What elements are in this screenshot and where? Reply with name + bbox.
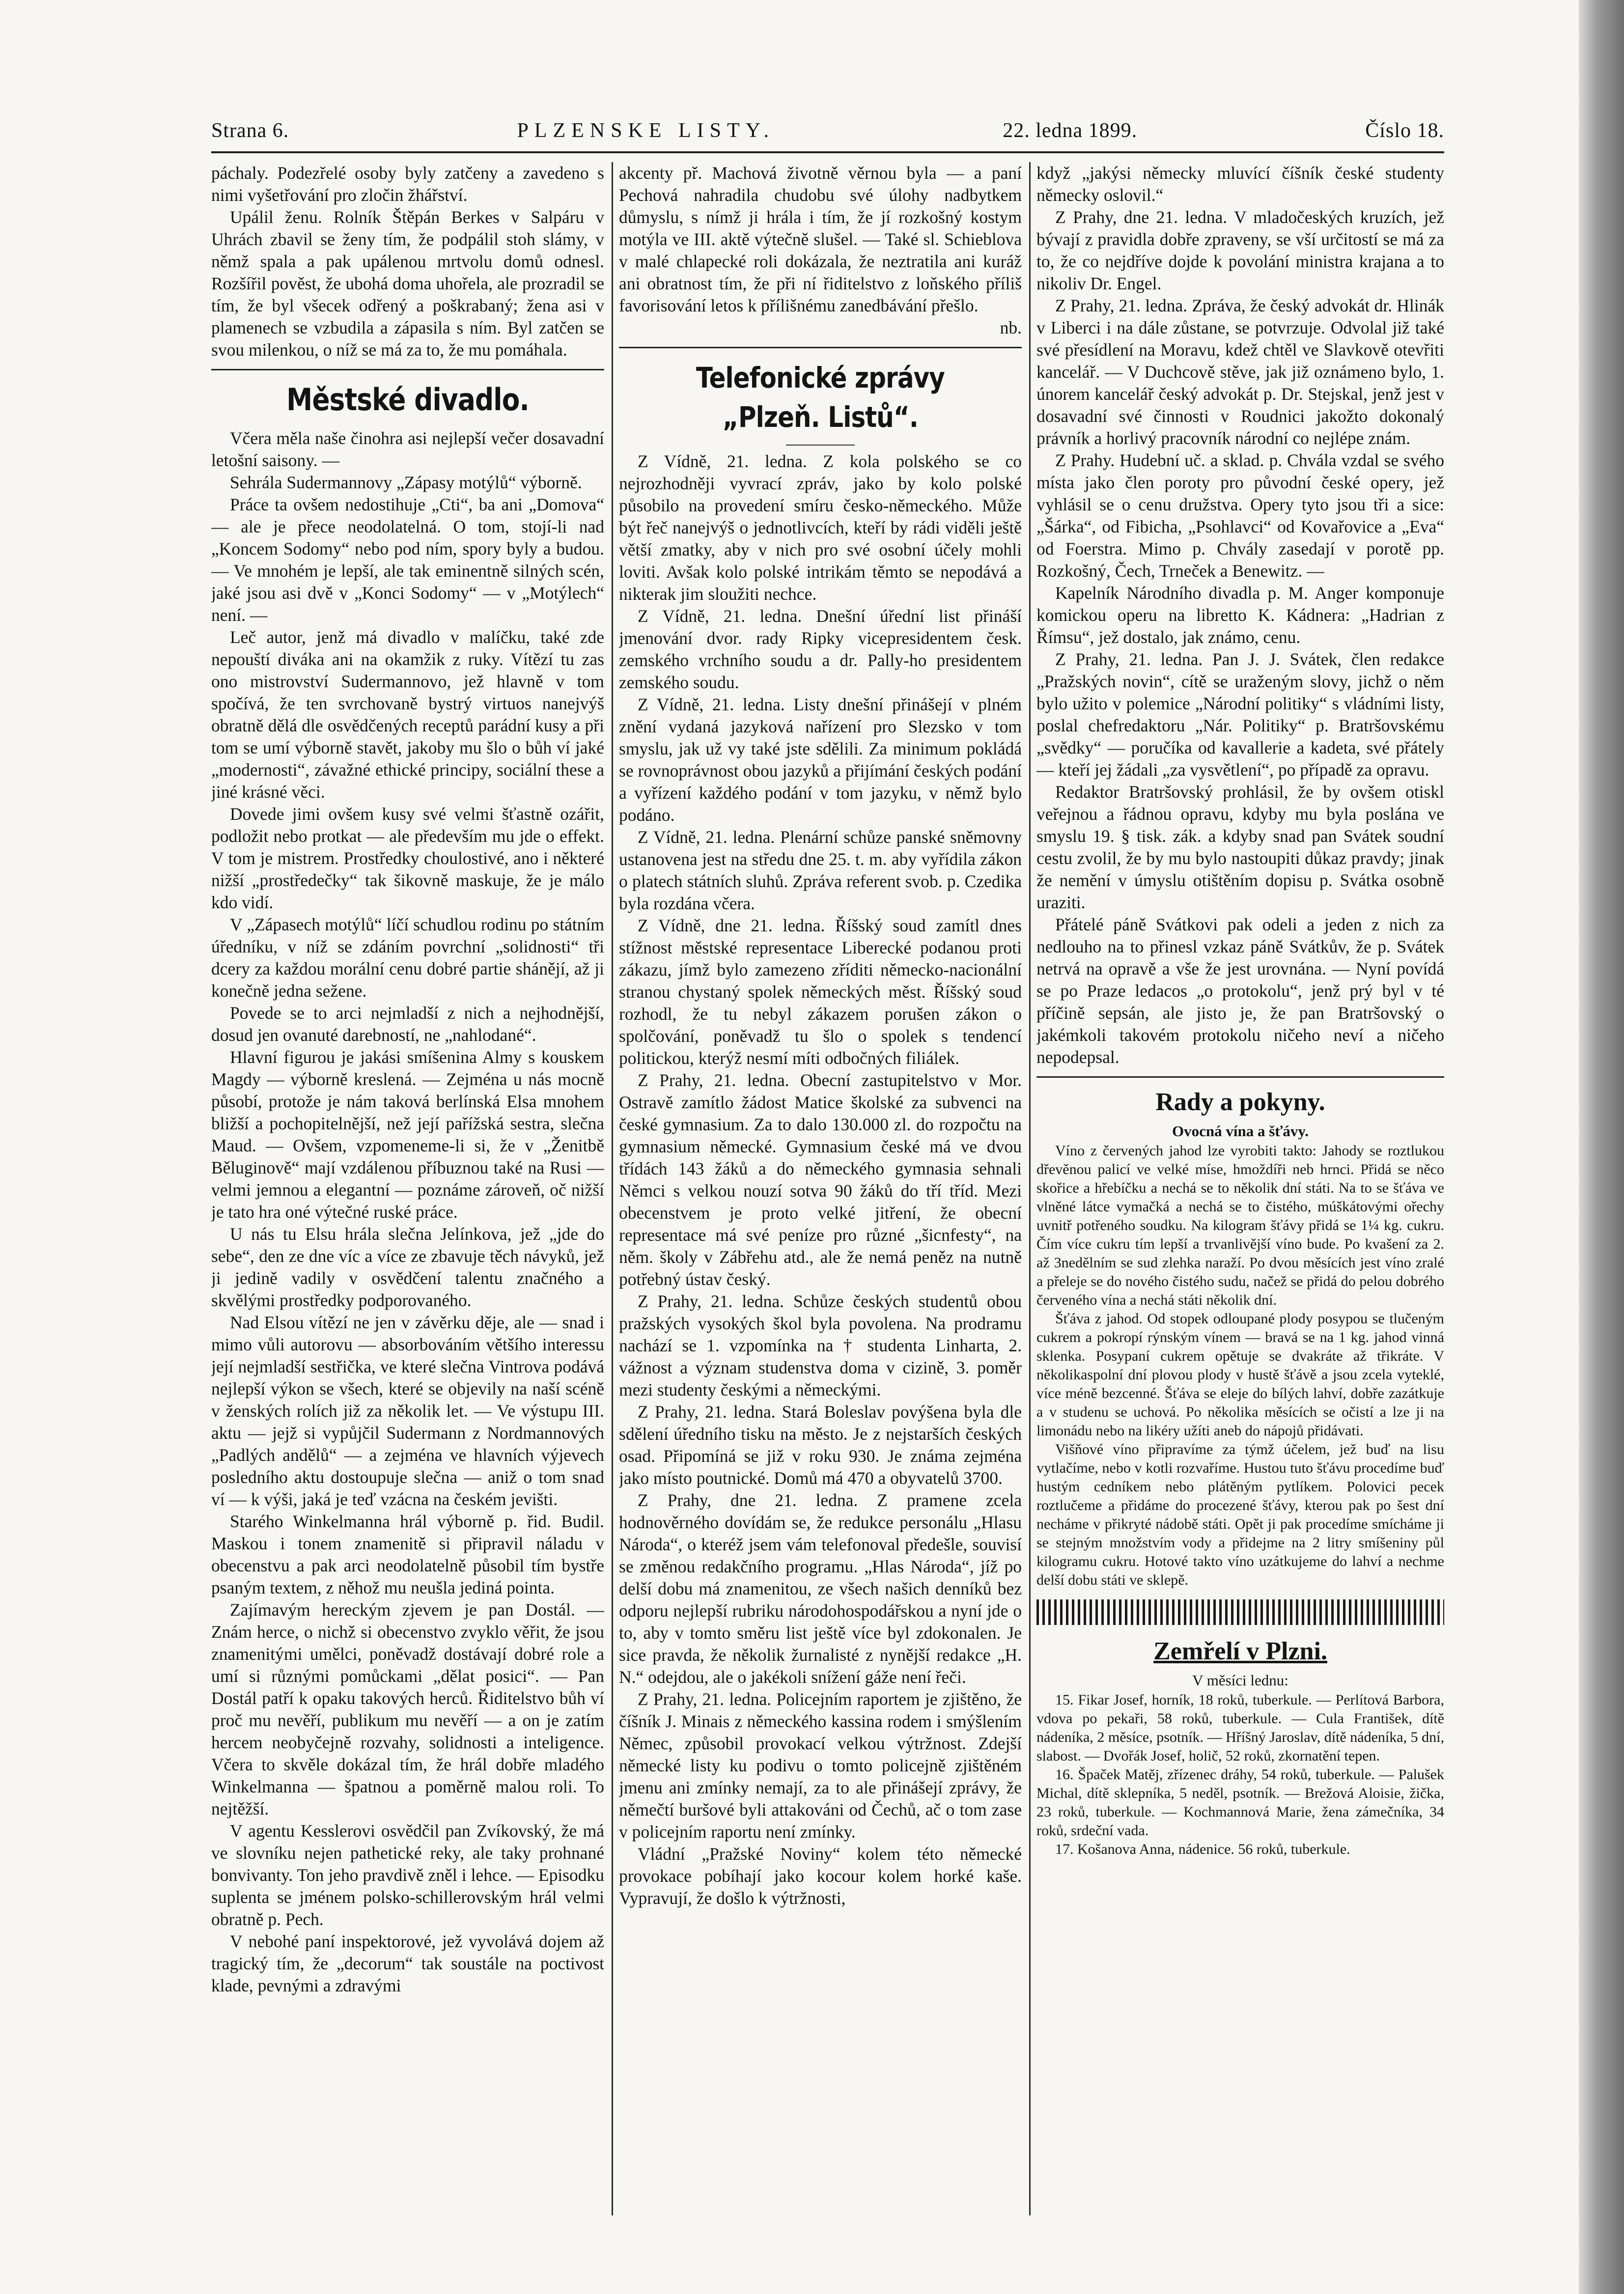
theatre-paragraph: Leč autor, jenž má divadlo v malíčku, také zde nepouští diváka ani na okamžik z ruky. Vítězí tu zas ono mistrovství Sudermannovo, jež hlavně v tom spočívá, že ten svrchovaně bystrý virtuos nanejvýš obratně dělá dle osvědčených receptů parádní kusy a při tom se umí výborně stavět, jakoby mu šlo o bůh ví jaké „modernosti“, závažné ethické principy, sociální these a jiné krásné věci. — [211, 627, 604, 802]
theatre-paragraph: Starého Winkelmanna hrál výborně p. řid. Budil. Maskou i tonem znamenitě si připravil náladu v obecenstvu a pak arci neodolatelně působil tím bystře psaným textem, z něhož mu neušla jediná pointa. — [211, 1511, 604, 1597]
telephone-report: Vládní „Pražské Noviny“ kolem této německé provokace pobíhají jako kocour kolem horké kaše. Vypravují, že došlo k výtržnosti, — [619, 1844, 1022, 1908]
page-header — [211, 113, 1444, 142]
deaths-list-entry: 15. Fikar Josef, horník, 18 roků, tuberkule. — Perlítová Barbora, vdova po pekaři, 58 roků, tuberkule. — Cula František, dítě nádeníka, 2 měsíce, psotník. — Hříšný Jaroslav, dítě nádeníka, 5 dní, slabost. — Dvořák Josef, holič, 52 roků, zkornatění tepen. — [1036, 1692, 1444, 1764]
telephone-report: Z Prahy, 21. ledna. Schůze českých studentů obou pražských vysokých škol byla povolena. Na prodramu nachází se 1. vzpomínka na † studenta Linharta, 2. vážnost a význam studenstva doma v cizině, 3. poměr mezi studenty českými a německými. — [619, 1291, 1022, 1399]
telephone-report: Z Prahy, dne 21. ledna. V mladočeských kruzích, jež bývají z pravidla dobře zpraveny, se vší určitostí se má za to, že co nejdříve dojde k povolání ministra krajana a to nikoliv Dr. Engel. — [1036, 207, 1444, 293]
telephone-report: Z Prahy. Hudební uč. a sklad. p. Chvála vzdal se svého místa jako člen poroty pro původní české opery, jež vyhlásil se o cenu družstva. Opery tyto jsou tři a sice: „Šárka“, od Fibicha, „Psohlavci“ od Kovařovice a „Eva“ od Foerstra. Mimo p. Chvály zasedají v porotě pp. Rozkošný, Čech, Trneček a Benewitz. — — [1036, 450, 1444, 581]
header-rule — [211, 151, 1444, 153]
theatre-paragraph: Včera měla naše činohra asi nejlepší večer dosavadní letošní saisony. — — [211, 428, 604, 470]
telephone-report: Z Prahy, 21. ledna. Pan J. J. Svátek, člen redakce „Pražských novin“, cítě se uraženým slovy, jichž o něm bylo užito v polemice „Národní politiky“ s vládními listy, poslal chefredaktoru „Nár. Politiky“ p. Bratršovskému „svědky“ — poručíka od kavallerie a kadeta, své přátely — kteří jej žádali „za vysvětlení“, po případě za opravu. — [1036, 649, 1444, 780]
heading-block — [1036, 1635, 1444, 1668]
telephone-report: Z Vídně, 21. ledna. Listy dnešní přinášejí v plném znění vydaná jazyková nařízení pro Slezsko v tom smyslu, jak už vy také jste sdělili. Za minimum pokládá se rovnoprávnost obou jazyků a přijímání českých podání a vyřízení každého podání v tom jazyku, v němž bylo podáno. — [619, 695, 1022, 825]
column-2 — [619, 162, 1022, 2215]
telephone-report: Z Prahy, dne 21. ledna. Z pramene zcela hodnověrného dovídám se, že redukce personálu „Hlasu Národa“, o kteréž jsem vám telefonoval předešle, souvisí se změnou redakčního programu. „Hlas Národa“, jíž po delší dobu má znamenitou, ze všech našich denníků bez odporu nejlepší rubriku národohospodářskou a nyní jde o to, aby v tomto směru list ještě více byl zdokonalen. Je sice pravda, že několik žurnalisté z nynější redakce „H. N.“ odejdou, ale o jakékoli snížení gáže není řeči. — [619, 1490, 1022, 1687]
section-rule — [211, 369, 604, 370]
deaths-list-entry: 16. Špaček Matěj, zřízenec dráhy, 54 roků, tuberkule. — Palušek Michal, dítě sklepníka, 5 neděl, psotník. — Brežová Aloisie, žička, 23 roků, tuberkule. — Kochmannová Marie, žena zámečníka, 34 roků, srdeční vada. — [1036, 1766, 1444, 1839]
deaths-subheading: V měsíci lednu: — [1192, 1672, 1288, 1689]
telephone-report: když „jakýsi německy mluvící číšník české studenty německy oslovil.“ — [1036, 163, 1444, 205]
theatre-paragraph: V „Zápasech motýlů“ líčí schudlou rodinu po státním úředníku, v níž se zdáním povrchní „solidnosti“ tři dcery za každou morální cenu dobré partie shánějí, až ji konečně jedna sežene. — [211, 915, 604, 1001]
advice-subheading: Ovocná vína a šťávy. — [1172, 1122, 1309, 1140]
telephone-report: Z Vídně, 21. ledna. Z kola polského se co nejrozhodněji vyvrací zpráv, jako by kolo polské působilo na provedení smíru česko-německého. Může být řeč nanejvýš o jednotlivcích, kteří by rádi viděli ještě větší zmatky, aby v nich pro své osobní účely mohli loviti. Avšak kolo polské intrikám těmto se nepodává a nikterak jim sloužiti nechce. — [619, 451, 1022, 604]
theatre-paragraph: Sehrála Sudermannovy „Zápasy motýlů“ výborně. — [230, 473, 582, 492]
column-3 — [1036, 162, 1444, 2215]
theatre-paragraph: Hlavní figurou je jakási smíšenina Almy s kouskem Magdy — výborně kreslená. — Zejména u nás mocně působí, protože je nám taková berlínská Elsa mnohem bližší a pochopitelnější, než její pařížská sestra, slečna Maud. — Ovšem, vzpomeneme-li si, že v „Ženitbě Běluginově“ mají vzdálenou příbuznou také na Rusi — velmi jemnou a elegantní — poznáme zároveň, oč nižší je tato hra oné výtečné ruské práce. — [211, 1047, 604, 1222]
telephone-report: Z Vídně, dne 21. ledna. Říšský soud zamítl dnes stížnost městské representace Liberecké podanou proti zákazu, jímž bylo zamezeno zříditi německo-nacionální stranou chystaný spolek německých měst. Říšský soud rozhodl, že tu nebyl zákazem porušen zákon o spolčování, poněvadž tu šlo o spolek s tendencí politickou, kterýž nesmí míti odbočných filiálek. — [619, 916, 1022, 1068]
scan-edge — [1579, 0, 1624, 2294]
section-rule — [1036, 1076, 1444, 1078]
column-divider — [612, 162, 613, 2215]
heading-block — [211, 380, 604, 420]
telephone-report: Z Vídně, 21. ledna. Dnešní úřední list přináší jmenování dvor. rady Ripky vicepresidentem česk. zemského vrchního soudu a dr. Pally-ho presidentem zemského soudu. — [619, 606, 1022, 692]
telephone-report: Z Prahy, 21. ledna. Policejním raportem je zjištěno, že číšník J. Minais z německého kassina rodem i smýšlením Němec, způsobil provokací velkou výtržnost. Zdejší německé listy ku podivu o tomto policejně zjištěném jmenu ani zmínky nemají, za to ale přinášejí zprávy, že němečtí buršové byli attakováni od Čechů, ač o tom zase v policejním raportu není zmínky. — [619, 1689, 1022, 1842]
article-continuation: páchaly. Podezřelé osoby byly zatčeny a zavedeno s nimi vyšetřování pro zločin žhářství. — [211, 163, 604, 205]
section-rule — [619, 347, 1022, 348]
telephone-report: Kapelník Národního divadla p. M. Anger komponuje komickou operu na libretto K. Kádnera: „Hadrian z Římsu“, jež dostalo, jak známo, cenu. — [1036, 583, 1444, 647]
theatre-paragraph: V nebohé paní inspektorové, jež vyvolává dojem až tragický tím, že „decorum“ tak soustále na poctivost klade, pevnými a zdravými — [211, 1931, 604, 1995]
telephone-report: Z Prahy, 21. ledna. Obecní zastupitelstvo v Mor. Ostravě zamítlo žádost Matice školské za subvenci na české gymnasium. Za to dalo 130.000 zl. do rozpočtu na gymnasium německé. Gymnasium české má ve dvou třídách 143 žáků a do německého gymnasia sehnali Němci s velkou nouzí sotva 90 žáků do tří tříd. Mezi obecenstvem je proto velké jitření, že obecní representace má své peníze pro různé „šicnfesty“, na něm. školy v Zábřehu atd., ale že nemá peněz na nutně potřebný ústav český. — [619, 1070, 1022, 1289]
advice-paragraph: Víno z červených jahod lze vyrobiti takto: Jahody se roztlukou dřevěnou palicí ve velké míse, hmoždíři neb hrnci. Přidá se něco skořice a hřebíčku a nechá se to několik dní státi. Na to se šťáva ve vlněné látce vymačká a nechá se to čistého, múškátovými ořechy uvnitř potřeného soudku. Na kilogram šťávy přidá se 1¼ kg. cukru. Čím více cukru tím lepší a trvanlivější víno bude. Po kvašení za 2. až 3nedělním se sud zlehka naraží. Po dvou měsících jest víno zralé a přeleje se do nového čistého sudu, načež se přidá do pelou dobrého červeného vína a nechá státi několik dní. — [1036, 1143, 1444, 1308]
theatre-paragraph: Nad Elsou vítězí ne jen v závěrku děje, ale — snad i mimo vůli autorovu — absorbováním většího interessu její nejmladší sestřička, ve které slečna Vintrova podává nejlepší výkon se všech, které se objevily na naší scéně v ženských rolích již za několik let. — Ve výstupu III. aktu — jejž si vypůjčil Sudermann z Nordmannových „Padlých andělů“ — a zejména ve hlavních výjevech posledního aktu dostoupuje slečna — aniž o tom snad ví — k výši, jaká je teď vzácna na českém jevišti. — [211, 1313, 604, 1509]
article-signature: nb. — [1000, 318, 1022, 337]
column-1 — [211, 162, 604, 2215]
theatre-paragraph: Dovede jimi ovšem kusy své velmi šťastně ozářit, podložit nebo protkat — ale především mu jde o effekt. V tom je mistrem. Prostředky choulostivé, ano i některé nižší „prostředečky“ tak šikovně maskuje, že je málo kdo vidí. — [211, 804, 604, 912]
section-heading-theatre: Městské divadlo. — [286, 382, 529, 418]
heading-block — [1036, 1086, 1444, 1119]
issue-date: 22. ledna 1899. — [1003, 119, 1138, 142]
short-rule — [786, 445, 855, 446]
telephone-report: Z Vídně, 21. ledna. Plenární schůze panské sněmovny ustanovena jest na středu dne 25. t. m. aby vyřídila zákon o platech státních sluhů. Zpráva referent svob. p. Czedika byla rozdána včera. — [619, 827, 1022, 913]
newspaper-title: PLZENSKE LISTY. — [517, 119, 775, 142]
decorative-divider — [1036, 1599, 1444, 1625]
issue-number: Číslo 18. — [1365, 119, 1444, 142]
theatre-paragraph: Práce ta ovšem nedostihuje „Cti“, ba ani „Domova“ — ale je přece neodolatelná. O tom, stojí-li nad „Koncem Sodomy“ nebo pod ním, spory byly a budou. — Ve mnohém je lepší, ale tak eminentně silných scén, jaké jsou asi dvě v „Konci Sodomy“ — v „Motýlech“ není. — — [211, 495, 604, 625]
article-continuation: akcenty př. Machová životně věrnou byla — a paní Pechová nahradila chudobu své úlohy nadbytkem důmyslu, s nímž ji hrála i tím, že jí rozkošný kostym motýla ve III. aktě výtečně slušel. — Také sl. Schieblova v malé chlapecké roli dokázala, že neztratila ani kuráž ani obratnost tím, že při ní řiditelstvo z loňského příliš favorisování letos k přílišnému zanedbávání přešlo. — [619, 163, 1022, 315]
theatre-paragraph: U nás tu Elsu hrála slečna Jelínkova, jež „jde do sebe“, den ze dne víc a více ze zbavuje těch návyků, jež ji jedině vadily v osvědčení talentu značného a skvělými prostředky podporovaného. — [211, 1224, 604, 1310]
theatre-paragraph: V agentu Kesslerovi osvědčil pan Zvíkovský, že má ve slovníku nejen pathetické reky, ale taky prohnané bonvivanty. Ton jeho pravdivě zněl i lehce. — Episodku suplenta se jménem polsko-schillerovským hrál velmi obratně p. Pech. — [211, 1821, 604, 1929]
advice-paragraph: Šťáva z jahod. Od stopek odloupané plody posypou se tlučeným cukrem a pokropí rýnským vínem — bravá se na 1 kg. jahod vinná sklenka. Posypaní cukrem opětuje se dvakráte až třikráte. V několikaspolní dní plovou plody v hustě šťávě a jsou zcela vyteklé, více méně bezcenné. Šťáva se eleje do bílých lahví, dobře zazátkuje a v studenu se uchová. Po několika měsících se očistí a lze ji na limonádu nebo na likéry užíti aneb do nápojů přidávati. — [1036, 1311, 1444, 1439]
deaths-list-entry: 17. Košanova Anna, nádenice. 56 roků, tuberkule. — [1055, 1841, 1350, 1857]
telephone-report: Z Prahy, 21. ledna. Stará Boleslav povýšena byla dle sdělení úředního tisku na město. Je z nejstarších českých osad. Připomíná se již v roku 930. Je známa zejména jako místo poutnické. Domů má 470 a obyvatelů 3700. — [619, 1402, 1022, 1488]
telephone-report: Přátelé páně Svátkovi pak odeli a jeden z nich za nedlouho na to přinesl vzkaz páně Svátkův, že p. Svátek netrvá na opravě a vše že jest urovnána. — Nyní povídá se po Praze ledacos „o protokolu“, jenž prý byl v té příčině sepsán, ale jisto je, že pan Bratršovský o jakémkoli takovém protokolu ničeho neví a ničeho nepodepsal. — [1036, 915, 1444, 1067]
telephone-report: Z Prahy, 21. ledna. Zpráva, že český advokát dr. Hlinák v Liberci i na dále zůstane, se potvrzuje. Odvolal již také své přesídlení na Moravu, kdež chtěl ve Slavkově otevřiti kancelář. — V Duchcově stěve, jak již oznámeno bylo, 1. únorem kancelář český advokát p. Dr. Stejskal, jenž jest v dosavadní své činnosti v Roudnici jakožto dokonalý právník a horlivý pracovník národní co nejlépe znám. — [1036, 296, 1444, 448]
news-item-upalil: Upálil ženu. Rolník Štěpán Berkes v Salpáru v Uhrách zbavil se ženy tím, že podpálil stoh slámy, v němž spala a pak upálenou mrtvolu domů odnesl. Rozšířil pověst, že ubohá doma uhořela, ale prozradil se tím, že byl všecek odřený a poškrabaný; žena asi v plamenech se vzbudila a zápasila s ním. Byl zatčen se svou milenkou, o níž se má za to, že mu pomáhala. — [211, 207, 604, 360]
page-number: Strana 6. — [211, 119, 289, 142]
theatre-paragraph: Povede se to arci nejmladší z nich a nejhodnější, dosud jen ovanuté darebností, ne „nahlodané“. — [211, 1003, 604, 1045]
newspaper-page — [211, 113, 1444, 2220]
column-divider — [1029, 162, 1031, 2215]
telephone-report: Redaktor Bratršovský prohlásil, že by ovšem otiskl veřejnou a řádnou opravu, kdyby mu byla poslána ve smyslu 19. § tisk. zák. a kdyby snad pan Svátek soudní cestu zvolil, že by mu bylo nastoupiti důkaz pravdy; jinak že nemění v úmyslu otištěním dopisu p. Svátka osobně uraziti. — [1036, 782, 1444, 912]
section-heading-deaths: Zemřelí v Plzni. — [1153, 1637, 1327, 1665]
theatre-paragraph: Zajímavým hereckým zjevem je pan Dostál. — Znám herce, o nichž si obecenstvo zvyklo věřit, že jsou znamenitými umělci, poněvadž dostávají dobré role a umí si různými pomůckami „dělat posici“. — Pan Dostál patří k opaku takových herců. Řiditelstvo bůh ví proč mu nevěří, publikum mu nevěří — a on je zatím hercem neobyčejně rozvahy, solidnosti a inteligence. Včera to skvěle dokázal tím, že hrál dobře mladého Winkelmanna — špatnou a poměrně malou roli. To nejtěžší. — [211, 1600, 604, 1818]
advice-paragraph: Višňové víno připravíme za týmž účelem, jež buď na lisu vytlačíme, nebo v kotli rozvaříme. Hustou tuto šťávu procedíme buď hustým cedníkem nebo plátěným pytlíkem. Polovici pecek roztlučeme a přidáme do procezené šťávy, kterou pak po šest dní necháme v přikryté nádobě státi. Opět ji pak procedíme smícháme ji se stejným množstvím vody a přidejme na 2 litry smíšeniny půl kilogramu cukru. Hotové takto víno uzátkujeme do lahví a nechme delší dobu státi ve sklepě. — [1036, 1441, 1444, 1588]
section-heading-telephone: Telefonické zprávy „Plzeň. Listů“. — [696, 361, 945, 434]
heading-block — [619, 358, 1022, 437]
section-heading-advice: Rady a pokyny. — [1155, 1088, 1325, 1116]
